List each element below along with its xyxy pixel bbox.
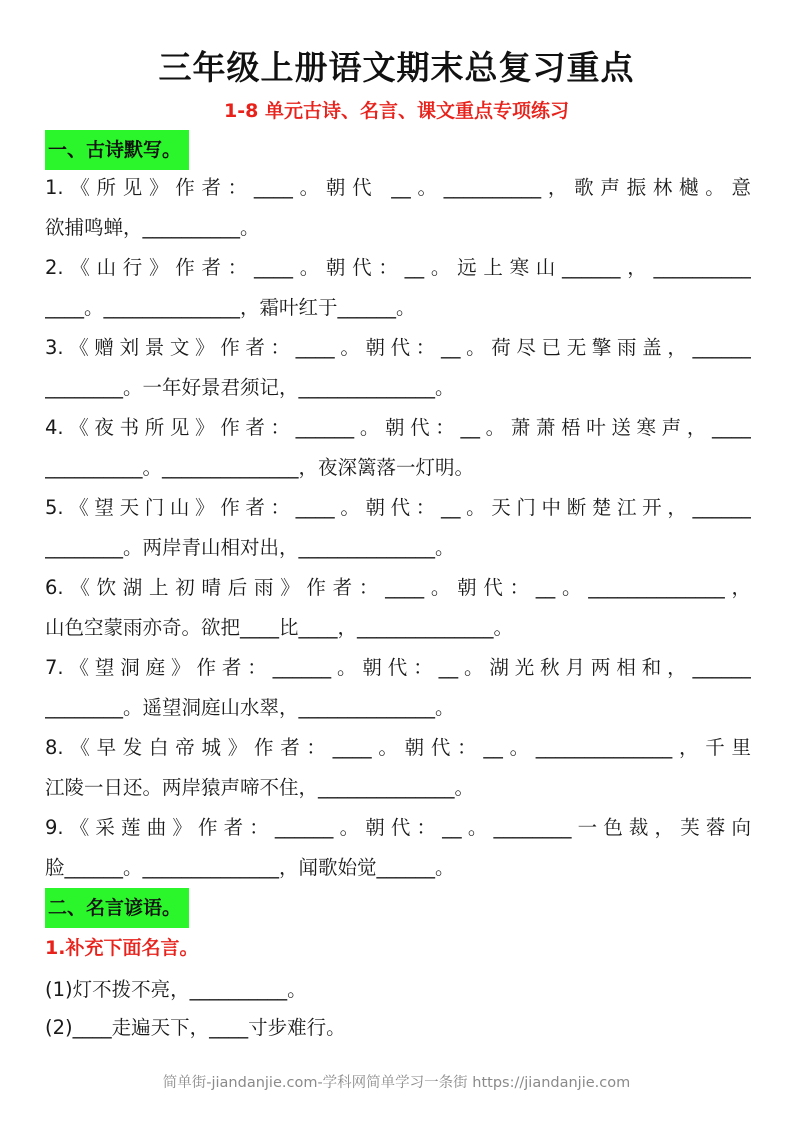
section-heading-poems: 一、古诗默写。 [45,130,189,170]
exercise-line: 脸______。______________，闻歌始觉______。 [45,856,455,879]
exercise-line: 8.《早发白帝城》作者：____。朝代：__。______________，千里 [45,736,751,759]
page-title: 三年级上册语文期末总复习重点 [158,48,635,87]
section-heading-sayings: 二、名言谚语。 [45,888,189,928]
exercise-line: 山色空蒙雨亦奇。欲把____比____，______________。 [45,616,514,639]
exercise-line: 1.《所见》作者：____。朝代 __。__________，歌声振林樾。意 [45,176,751,199]
exercise-line: 4.《夜书所见》作者：______。朝代：__。萧萧梧叶送寒声，____ [45,416,751,439]
footer-watermark: 简单街-jiandanjie.com-学科网简单学习一条街 https://jiandanjie.com [162,1075,631,1091]
subsection-heading: 1.补充下面名言。 [45,937,199,959]
exercise-line: (2)____走遍天下，____寸步难行。 [45,1016,346,1039]
exercise-line: 江陵一日还。两岸猿声啼不住，______________。 [45,776,475,799]
exercise-line: 3.《赠刘景文》作者：____。朝代：__。荷尽已无擎雨盖，______ [45,336,751,359]
exercise-line: ____。______________，霜叶红于______。 [45,296,416,319]
exercise-line: 2.《山行》作者：____。朝代：__。远上寒山______，__________ [45,256,751,279]
exercise-line: 6.《饮湖上初晴后雨》作者：____。朝代：__。______________， [45,576,751,599]
exercise-line: 欲捕鸣蝉，__________。 [45,216,260,239]
exercise-line: (1)灯不拨不亮，__________。 [45,978,307,1001]
exercise-line: 9.《采莲曲》作者：______。朝代：__。________一色裁，芙蓉向 [45,816,751,839]
exercise-line: ________。两岸青山相对出，______________。 [45,536,455,559]
exercise-line: ________。一年好景君须记，______________。 [45,376,455,399]
exercise-line: ________。遥望洞庭山水翠，______________。 [45,696,455,719]
exercise-line: 5.《望天门山》作者：____。朝代：__。天门中断楚江开，______ [45,496,751,519]
page-subtitle: 1-8 单元古诗、名言、课文重点专项练习 [224,100,569,122]
exercise-line: 7.《望洞庭》作者：______。朝代：__。湖光秋月两相和，______ [45,656,751,679]
exercise-line: __________。______________，夜深篱落一灯明。 [45,456,475,479]
